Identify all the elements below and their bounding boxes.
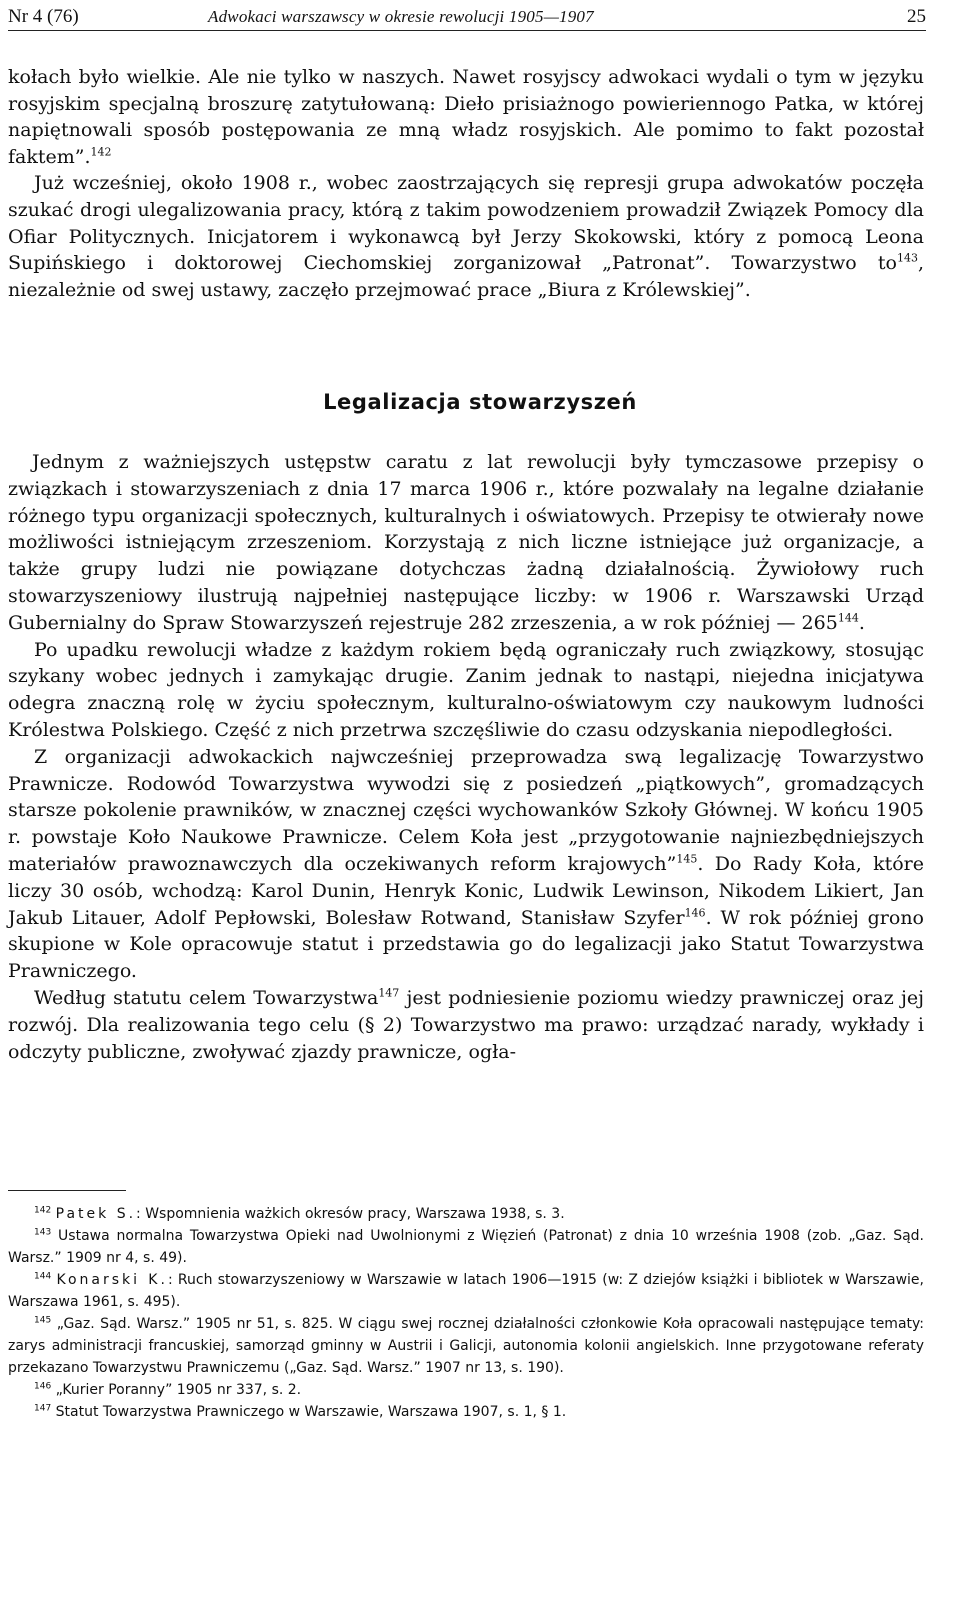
footnote-ref-143: 143: [896, 251, 918, 265]
section-paragraph-1: Jednym z ważniejszych ustępstw caratu z lat rewolucji były tymczasowe przepisy o związkach i stowarzyszeniach z dnia 17 marca 1906 r., które pozwalały na legalne działanie różnego typu organizacji społecznych, kulturalnych i oświatowych. Przepisy te otwierały nowe możliwości istniejącym zrzeszeniom. Korzystają z nich liczne istniejące już organizacje, a także grupy ludzi nie powiązane dotychczas żadną działalnością. Żywiołowy ruch stowarzyszeniowy ilustrują najpełniej następujące liczby: w 1906 r. Warszawski Urząd Gubernialny do Spraw Stowarzyszeń rejestruje 282 zrzeszenia, a w rok później — $265^{144}$.: [8, 451, 924, 634]
footnote: $^{145}$ „Gaz. Sąd. Warsz.” 1905 nr 51, s. 825. W ciągu swej rocznej działalności członkowie Koła opracowali następujące tematy: zarys administracji francuskiej, samorząd gminny w Austrii i Galicji, autonomia kolonii angielskich. Inne przygotowane referaty przekazano Towarzystwu Prawniczemu („Gaz. Sąd. Warsz.” 1907 nr 13, s. 190).: [8, 1315, 924, 1376]
issue-number: Nr 4 (76): [8, 6, 79, 27]
footnote: $^{142}$ Patek S.: Wspomnienia ważkich okresów pracy, Warszawa 1938, s. 3.: [34, 1205, 565, 1222]
running-title: Adwokaci warszawscy w okresie rewolucji 1905—1907: [208, 7, 594, 26]
footnote: $^{144}$ Konarski K.: Ruch stowarzyszeniowy w Warszawie w latach 1906—1915 (w: Z dziejów książki i bibliotek w Warszawie, Warszawa 1961, s. 495).: [8, 1271, 924, 1310]
running-header: [8, 4, 926, 31]
section-paragraph-2: Po upadku rewolucji władze z każdym rokiem będą ograniczały ruch związkowy, stosując szykany wobec jednych i zamykając drugie. Zanim jednak to nastąpi, niejedna inicjatywa odegra znaczną rolę w życiu społecznym, kulturalno-oświatowym czy naukowym ludności Królestwa Polskiego. Część z nich przetrwa szczęśliwie do czasu odzyskania niepodległości.: [8, 638, 924, 741]
footnote-author: Patek S.: [55, 1206, 137, 1222]
footnote: $^{147}$ Statut Towarzystwa Prawniczego w Warszawie, Warszawa 1907, s. 1, § 1.: [34, 1403, 567, 1420]
footnote: $^{143}$ Ustawa normalna Towarzystwa Opieki nad Uwolnionymi z Więzień (Patronat) z dnia 10 września 1908 (zob. „Gaz. Sąd. Warsz.” 1909 nr 4, s. 49).: [8, 1227, 924, 1266]
footnote-author: Konarski K.: [56, 1272, 168, 1288]
intro-paragraph-2: Już wcześniej, około 1908 r., wobec zaostrzających się represji grupa adwokatów poczęła szukać drogi ulegalizowania pracy, którą z takim powodzeniem prowadził Związek Pomocy dla Ofiar Politycznych. Inicjatorem i wykonawcą był Jerzy Skokowski, który z pomocą Leona Supińskiego i doktorowej Ciechomskiej zorganizował „Patronat”. Towarzystwo $to^{143}$, niezależnie od swej ustawy, zaczęło przejmować prace „Biura z Królewskiej”.: [8, 172, 924, 301]
section-paragraph-3: Z organizacji adwokackich najwcześniej przeprowadza swą legalizację Towarzystwo Prawnicze. Rodowód Towarzystwa wywodzi się z posiedzeń „piątkowych”, gromadzących starsze pokolenie prawników, w znacznej części wychowanków Szkoły Głównej. W końcu 1905 r. powstaje Koło Naukowe Prawnicze. Celem Koła jest „przygotowanie najniezbędniejszych materiałów prawoznawczych dla oczekiwanych reform krajowych”$^{145}$. Do Rady Koła, które liczy 30 osób, wchodzą: Karol Dunin, Henryk Konic, Ludwik Lewinson, Nikodem Likiert, Jan Jakub Litauer, Adolf Pepłowski, Bolesław Rotwand, Stanisław Szyfer$^{146}$. W rok później grono skupione w Kole opracowuje statut i przedstawia go do legalizacji jako Statut Towarzystwa Prawniczego.: [8, 745, 924, 983]
page-number: 25: [907, 6, 926, 27]
intro-paragraph-1: kołach było wielkie. Ale nie tylko w naszych. Nawet rosyjscy adwokaci wydali o tym w języku rosyjskim specjalną broszurę zatytułowaną: Dieło prisiażnogo powieriennogo Patka, w której napiętnowali sposób postępowania ze mną władz rosyjskich. Ale pomimo to fakt pozostał faktem”.$^{142}$: [8, 66, 924, 168]
intro-text: [8, 64, 924, 303]
footnote-ref-146: 146: [684, 906, 706, 920]
section-text: [8, 449, 924, 1065]
footnote: $^{146}$ „Kurier Poranny” 1905 nr 337, s. 2.: [34, 1381, 302, 1398]
footnote-ref-144: 144: [837, 611, 859, 625]
section-paragraph-4: Według statutu celem Towarzystwa$^{147}$ jest podniesienie poziomu wiedzy prawniczej oraz jej rozwój. Dla realizowania tego celu (§ 2) Towarzystwo ma prawo: urządzać narady, wykłady i odczyty publiczne, zwoływać zjazdy prawnicze, ogła-: [8, 986, 924, 1063]
footnote-ref-145: 145: [676, 852, 698, 866]
section-heading: Legalizacja stowarzyszeń: [323, 390, 637, 414]
footnote-ref-142: 142: [90, 145, 112, 159]
footnote-ref-147: 147: [378, 986, 400, 1000]
footnote-divider: [8, 1190, 126, 1191]
footnotes: [8, 1203, 924, 1423]
